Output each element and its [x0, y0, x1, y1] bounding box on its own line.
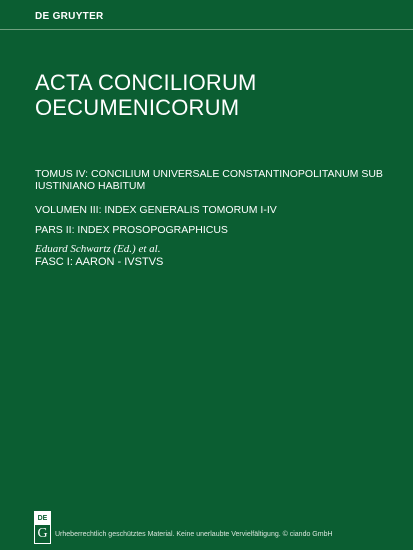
header-divider	[0, 29, 413, 30]
de-gruyter-logo-icon	[34, 511, 51, 544]
series-title	[35, 70, 257, 120]
tomus-line: TOMUS IV: CONCILIUM UNIVERSALE CONSTANTINOPOLITANUM SUB IUSTINIANO HABITUM	[35, 168, 383, 192]
volumen-line: VOLUMEN III: INDEX GENERALIS TOMORUM I-IV	[35, 204, 277, 216]
series-title-line-1: ACTA CONCILIORUM	[35, 70, 257, 95]
fasc-line: FASC I: AARON - IVSTVS	[35, 256, 164, 268]
series-title-line-2: OECUMENICORUM	[35, 95, 240, 120]
editor-line: Eduard Schwartz (Ed.) et al.	[35, 243, 161, 255]
publisher-name: DE GRUYTER	[35, 11, 104, 22]
copyright-watermark: Urheberrechtlich geschütztes Material. Keine unerlaubte Vervielfältigung. © ciando GmbH	[55, 531, 333, 538]
logo-bottom-text: G	[37, 526, 48, 541]
pars-line: PARS II: INDEX PROSOPOGRAPHICUS	[35, 224, 228, 236]
logo-top-text: DE	[35, 512, 50, 525]
